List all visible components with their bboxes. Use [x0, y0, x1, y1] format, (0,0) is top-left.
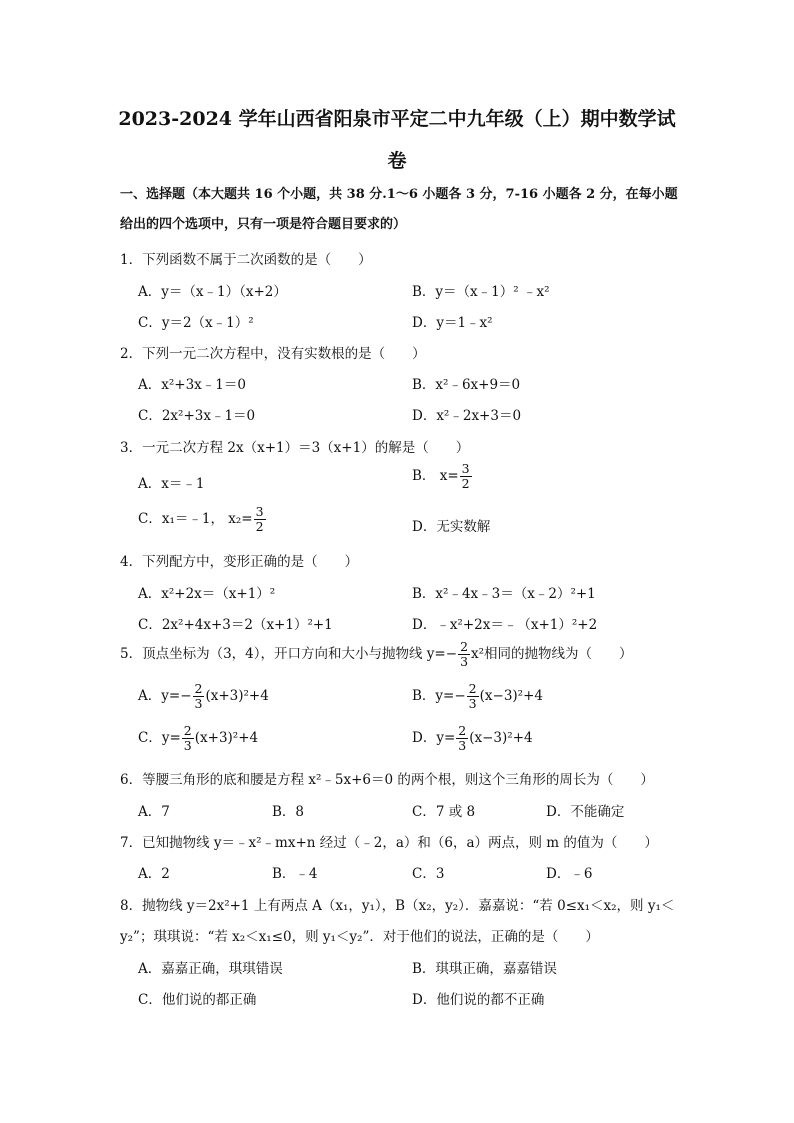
section-heading-line1: 一、选择题（本大题共 16 个小题，共 38 分.1～6 小题各 3 分，7-16 小题各 2 分，在每小题 — [120, 187, 678, 202]
question-1-option-b: B．y＝（x﹣1）² ﹣x² — [412, 284, 550, 300]
question-6-option-b: B．8 — [272, 804, 305, 820]
fraction: $\frac{2}{3}$ — [194, 681, 203, 711]
question-1-option-d: D．y＝1﹣x² — [412, 315, 493, 331]
section-heading — [120, 180, 680, 240]
question-4-option-d: D．﹣x²+2x＝﹣（x+1）²+2 — [412, 617, 598, 633]
question-3-option-b — [412, 462, 473, 491]
question-7-stem: 7．已知抛物线 y＝﹣x²﹣mx+n 经过（﹣2，a）和（6，a）两点，则 m 的值为（ ） — [120, 835, 658, 851]
question-8-option-b: B．琪琪正确，嘉嘉错误 — [412, 961, 557, 977]
fraction: $\frac{2}{3}$ — [458, 723, 467, 753]
question-1-option-a: A．y＝（x﹣1）（x+2） — [138, 284, 287, 300]
question-3-option-c — [138, 505, 267, 534]
question-4-option-b: B．x²﹣4x﹣3＝（x﹣2）²+1 — [412, 586, 596, 602]
question-6-option-d: D．不能确定 — [546, 804, 625, 820]
question-6-option-c: C．7 或 8 — [412, 804, 476, 820]
question-5-option-b: B．y=− $\frac{2}{3}$ (x−3)²+4 — [412, 681, 543, 711]
question-5-option-a: A．y=− $\frac{2}{3}$ (x+3)²+4 — [138, 681, 269, 711]
question-5-stem — [120, 640, 633, 669]
question-8-stem-line2: y₂”；琪琪说：“若 x₂＜x₁≤0，则 y₁＜y₂”．对于他们的说法，正确的是（ ） — [120, 929, 599, 945]
question-1-stem: 1．下列函数不属于二次函数的是（ ） — [120, 252, 372, 268]
question-3-option-b-lhs: x= — [439, 468, 459, 484]
question-6-option-a: A．7 — [138, 804, 170, 820]
question-5-option-c: C．y= $\frac{2}{3}$ (x+3)²+4 — [138, 723, 259, 753]
question-8-option-d: D．他们说的都不正确 — [412, 992, 545, 1008]
question-2-stem: 2．下列一元二次方程中，没有实数根的是（ ） — [120, 346, 426, 362]
page-title: 2023-2024 学年山西省阳泉市平定二中九年级（上）期中数学试 — [118, 108, 676, 130]
question-2-option-b: B．x²﹣6x+9＝0 — [412, 377, 521, 393]
fraction: $\frac{2}{3}$ — [460, 639, 469, 669]
question-5-option-d: D．y= $\frac{2}{3}$ (x−3)²+4 — [412, 723, 533, 753]
question-2-option-c: C．2x²+3x﹣1＝0 — [138, 408, 256, 424]
question-8-stem-line1: 8．抛物线 y＝2x²+1 上有两点 A（x₁，y₁），B（x₂，y₂）．嘉嘉说：“若 0≤x₁＜x₂，则 y₁＜ — [120, 898, 675, 914]
question-3-stem: 3．一元二次方程 2x（x+1）＝3（x+1）的解是（ ） — [120, 440, 470, 456]
question-3-option-b-label: B． — [412, 468, 436, 484]
question-2-option-a: A．x²+3x﹣1＝0 — [138, 377, 246, 393]
question-3-option-c-label: C．x₁＝﹣1， — [138, 511, 224, 527]
question-8-option-a: A．嘉嘉正确，琪琪错误 — [138, 961, 283, 977]
question-7-option-c: C．3 — [412, 866, 445, 882]
question-7-option-d: D．﹣6 — [546, 866, 593, 882]
section-heading-line2: 给出的四个选项中，只有一项是符合题目要求的） — [120, 217, 407, 232]
fraction: $\frac{3}{2}$ — [255, 504, 264, 534]
question-7-option-a: A．2 — [138, 866, 170, 882]
question-4-option-c: C．2x²+4x+3＝2（x+1）²+1 — [138, 617, 333, 633]
question-7-option-b: B．﹣4 — [272, 866, 318, 882]
question-8-option-c: C．他们说的都正确 — [138, 992, 257, 1008]
question-5-stem-post: x²相同的抛物线为（ ） — [471, 646, 633, 662]
question-3-option-c-lhs: x₂= — [228, 511, 253, 527]
question-4-stem: 4．下列配方中，变形正确的是（ ） — [120, 554, 359, 570]
question-2-option-d: D．x²﹣2x+3＝0 — [412, 408, 522, 424]
question-1-option-c: C．y＝2（x﹣1）² — [138, 315, 254, 331]
question-5-stem-pre: 5．顶点坐标为（3，4），开口方向和大小与抛物线 y=− — [120, 646, 458, 662]
fraction: $\frac{3}{2}$ — [461, 461, 470, 491]
question-3-option-d: D．无实数解 — [412, 519, 491, 535]
question-6-stem: 6．等腰三角形的底和腰是方程 x²﹣5x+6＝0 的两个根，则这个三角形的周长为（ ） — [120, 772, 654, 788]
question-4-option-a: A．x²+2x＝（x+1）² — [138, 586, 276, 602]
page-title-continued: 卷 — [387, 150, 407, 172]
question-3-option-a: A．x＝﹣1 — [138, 476, 205, 492]
fraction: $\frac{2}{3}$ — [183, 723, 192, 753]
fraction: $\frac{2}{3}$ — [468, 681, 477, 711]
